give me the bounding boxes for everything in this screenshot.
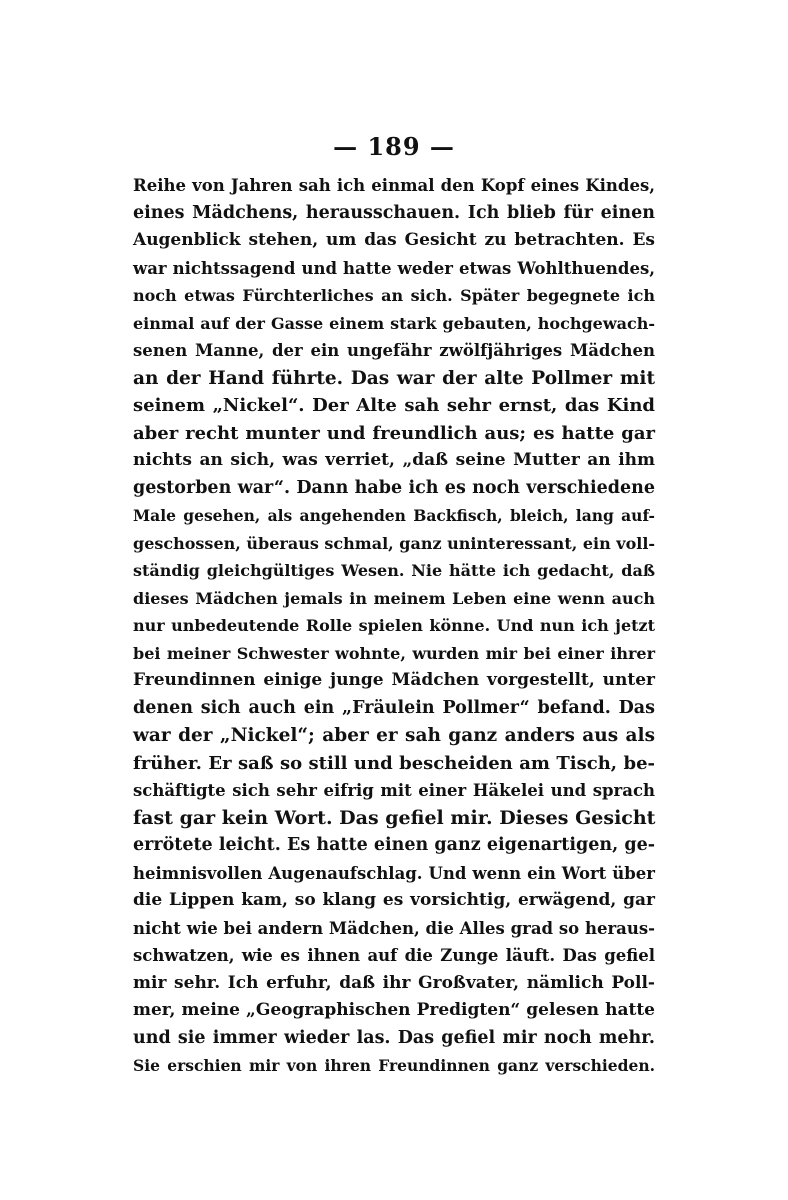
text-line: mir sehr. Ich erfuhr, daß ihr Großvater, nämlich Poll- (133, 972, 655, 993)
text-line: seinem „Nickel“. Der Alte sah sehr ernst, das Kind (133, 395, 655, 416)
text-line: gestorben war“. Dann habe ich es noch verschiedene (133, 477, 655, 498)
text-line: früher. Er saß so still und bescheiden am Tisch, be- (133, 752, 655, 774)
text-line: noch etwas Fürchterliches an sich. Später begegnete ich (133, 286, 655, 305)
text-line: senen Manne, der ein ungefähr zwölfjähriges Mädchen (133, 341, 655, 360)
text-line: schäftigte sich sehr eifrig mit einer Häkelei und sprach (133, 781, 655, 800)
page-number: — 189 — (333, 132, 455, 161)
text-line: Freundinnen einige junge Mädchen vorgestellt, unter (133, 670, 655, 690)
text-line: eines Mädchens, herausschauen. Ich blieb für einen (133, 202, 655, 223)
text-line: denen sich auch ein „Fräulein Pollmer“ befand. Das (133, 697, 655, 718)
text-line: nur unbedeutende Rolle spielen könne. Und nun ich jetzt (133, 616, 655, 635)
text-line: einmal auf der Gasse einem stark gebauten, hochgewach- (133, 313, 655, 333)
text-line: Reihe von Jahren sah ich einmal den Kopf eines Kindes, (133, 176, 655, 195)
text-line: Sie erschien mir von ihren Freundinnen ganz verschieden. (133, 1056, 655, 1075)
text-line: Male gesehen, als angehenden Backfisch, bleich, lang auf- (133, 506, 655, 525)
text-line: dieses Mädchen jemals in meinem Leben eine wenn auch (133, 588, 655, 608)
text-line: an der Hand führte. Das war der alte Pollmer mit (133, 367, 655, 389)
text-line: schwatzen, wie es ihnen auf die Zunge läuft. Das gefiel (133, 946, 655, 965)
text-line: fast gar kein Wort. Das gefiel mir. Dieses Gesicht (133, 806, 656, 829)
text-line: nicht wie bei andern Mädchen, die Alles grad so heraus- (133, 918, 655, 938)
text-line: heimnisvollen Augenaufschlag. Und wenn ein Wort über (133, 863, 655, 883)
text-line: aber recht munter und freundlich aus; es hatte gar (133, 422, 655, 444)
text-line: die Lippen kam, so klang es vorsichtig, erwägend, gar (133, 890, 655, 910)
text-line: und sie immer wieder las. Das gefiel mir noch mehr. (133, 1027, 655, 1048)
text-line: bei meiner Schwester wohnte, wurden mir bei einer ihrer (133, 643, 655, 663)
text-line: Augenblick stehen, um das Gesicht zu betrachten. Es (133, 230, 655, 250)
text-line: nichts an sich, was verriet, „daß seine Mutter an ihm (133, 450, 655, 470)
text-line: war nichtssagend und hatte weder etwas Wohlthuendes, (133, 258, 655, 278)
text-line: geschossen, überaus schmal, ganz uninteressant, ein voll- (133, 533, 656, 553)
text-line: errötete leicht. Es hatte einen ganz eigenartigen, ge- (133, 835, 655, 855)
body-text (133, 172, 655, 1080)
text-line: war der „Nickel“; aber er sah ganz anders aus als (133, 725, 655, 746)
text-line: ständig gleichgültiges Wesen. Nie hätte ich gedacht, daß (133, 561, 655, 580)
text-line: mer, meine „Geographischen Predigten“ gelesen hatte (133, 1000, 655, 1020)
